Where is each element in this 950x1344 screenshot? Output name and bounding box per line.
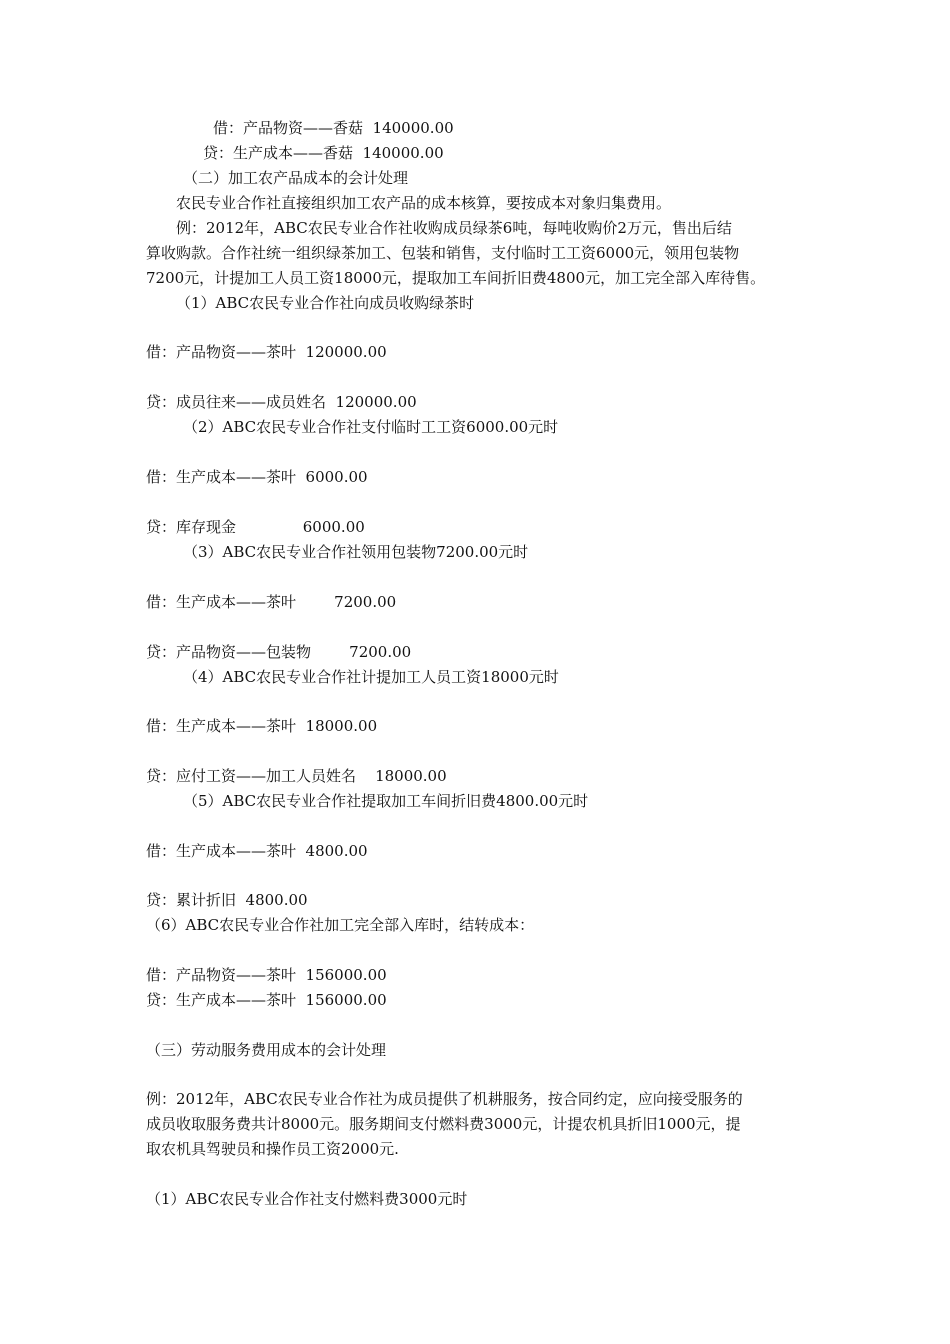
journal-debit-line: 借：生产成本——茶叶 6000.00 (146, 468, 368, 486)
journal-debit-line: 借：产品物资——茶叶 156000.00 (146, 966, 387, 984)
section-heading: （三）劳动服务费用成本的会计处理 (146, 1041, 387, 1059)
journal-debit-line: 借：生产成本——茶叶 4800.00 (146, 842, 368, 860)
journal-debit-line: 借：产品物资——香菇 140000.00 (213, 119, 454, 137)
step-heading: （2）ABC农民专业合作社支付临时工工资6000.00元时 (183, 418, 559, 436)
journal-debit-line: 借：生产成本——茶叶 7200.00 (146, 593, 397, 611)
paragraph-line: 农民专业合作社直接组织加工农产品的成本核算，要按成本对象归集费用。 (176, 194, 672, 212)
step-heading: （3）ABC农民专业合作社领用包装物7200.00元时 (183, 543, 529, 561)
step-heading: （4）ABC农民专业合作社计提加工人员工资18000元时 (183, 668, 559, 686)
step-heading: （5）ABC农民专业合作社提取加工车间折旧费4800.00元时 (183, 792, 589, 810)
paragraph-line: 例：2012年，ABC农民专业合作社收购成员绿茶6吨，每吨收购价2万元，售出后结 (176, 219, 732, 237)
journal-debit-line: 借：产品物资——茶叶 120000.00 (146, 343, 387, 361)
journal-credit-line: 贷：应付工资——加工人员姓名 18000.00 (146, 767, 447, 785)
paragraph-line: 成员收取服务费共计8000元。服务期间支付燃料费3000元，计提农机具折旧1000元，提 (146, 1115, 741, 1133)
paragraph-line: 取农机具驾驶员和操作员工资2000元. (146, 1140, 399, 1158)
step-heading: （6）ABC农民专业合作社加工完全部入库时，结转成本： (146, 916, 535, 934)
journal-credit-line: 贷：产品物资——包装物 7200.00 (146, 643, 412, 661)
journal-credit-line: 贷：累计折旧 4800.00 (146, 891, 308, 909)
paragraph-line: 例：2012年，ABC农民专业合作社为成员提供了机耕服务，按合同约定，应向接受服务的 (146, 1090, 743, 1108)
journal-credit-line: 贷：库存现金 6000.00 (146, 518, 365, 536)
paragraph-line: 7200元，计提加工人员工资18000元，提取加工车间折旧费4800元，加工完全部入库待售。 (146, 269, 766, 287)
section-heading: （二）加工农产品成本的会计处理 (183, 169, 409, 187)
step-heading: （1）ABC农民专业合作社向成员收购绿茶时 (176, 294, 475, 312)
journal-credit-line: 贷：生产成本——香菇 140000.00 (203, 144, 444, 162)
paragraph-line: 算收购款。合作社统一组织绿茶加工、包装和销售，支付临时工工资6000元，领用包装物 (146, 244, 740, 262)
step-heading: （1）ABC农民专业合作社支付燃料费3000元时 (146, 1190, 468, 1208)
journal-debit-line: 借：生产成本——茶叶 18000.00 (146, 717, 378, 735)
journal-credit-line: 贷：生产成本——茶叶 156000.00 (146, 991, 387, 1009)
journal-credit-line: 贷：成员往来——成员姓名 120000.00 (146, 393, 417, 411)
